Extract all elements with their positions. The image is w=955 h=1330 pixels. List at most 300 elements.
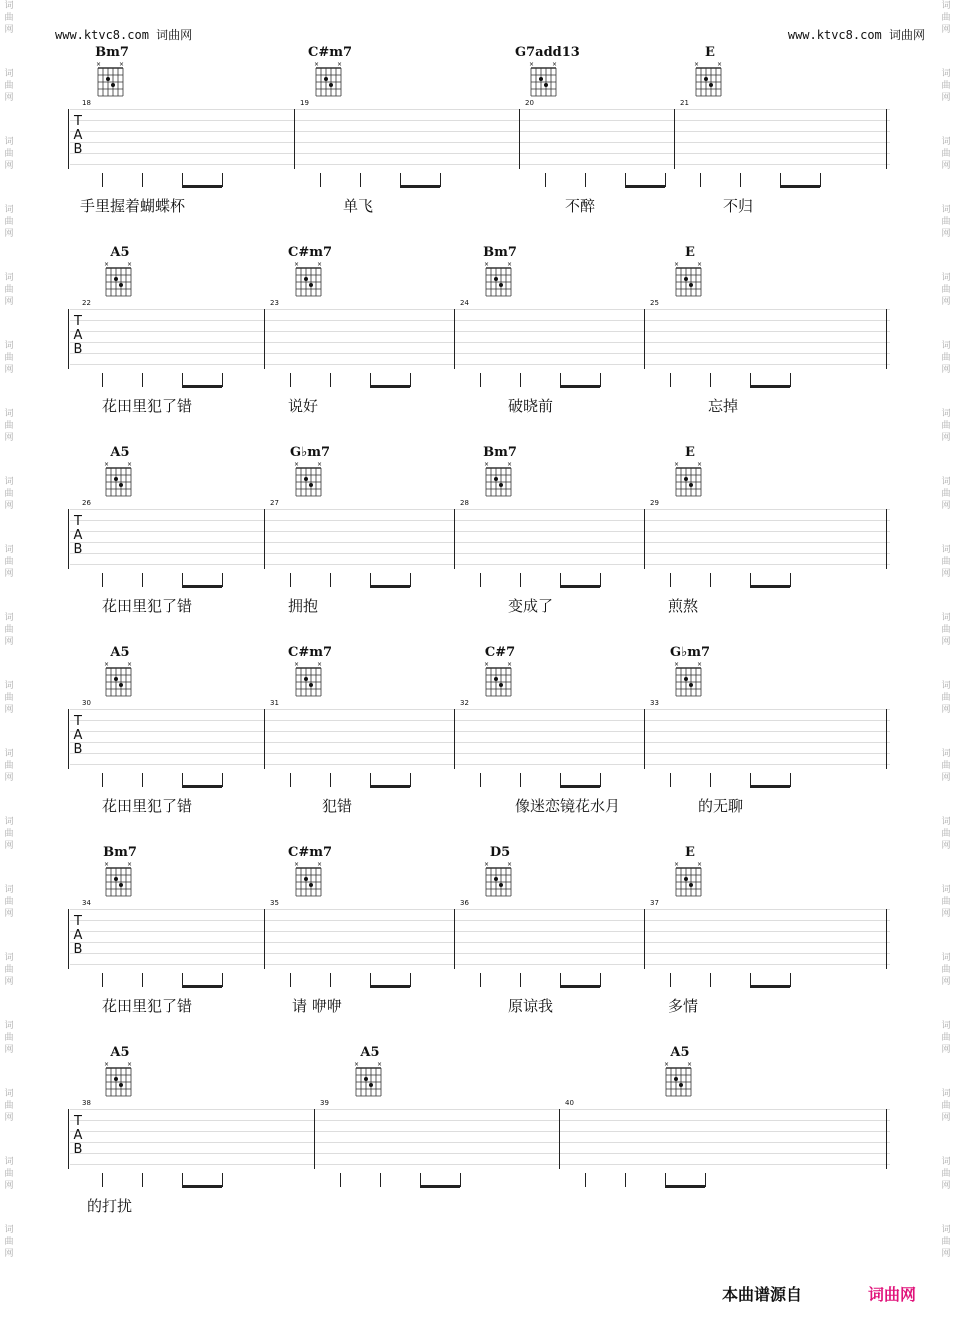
chord-name: A5 (110, 645, 130, 660)
chord-grid (280, 460, 340, 500)
chord-name: E (685, 245, 695, 260)
watermark-char: 词 (4, 885, 14, 895)
measure-number: 24 (460, 299, 469, 307)
svg-text:×: × (337, 61, 343, 68)
svg-text:×: × (96, 61, 102, 68)
tab-string-line (70, 342, 890, 343)
measure-number: 19 (300, 99, 309, 107)
note-stem (710, 773, 711, 787)
note-stem (710, 373, 711, 387)
svg-text:×: × (104, 261, 110, 268)
note-stem (102, 373, 103, 387)
tab-string-line (70, 364, 890, 365)
chord-name: Bm7 (483, 445, 517, 460)
measure-number: 31 (270, 699, 279, 707)
chord-grid (470, 260, 530, 300)
barline (886, 109, 887, 169)
watermark-char: 曲 (941, 489, 951, 499)
watermark-char: 网 (4, 229, 14, 239)
tab-clef (72, 915, 84, 957)
tab-clef (72, 315, 84, 357)
chord-name: Bm7 (483, 245, 517, 260)
watermark-char: 网 (941, 1249, 951, 1259)
note-stem (222, 973, 223, 987)
watermark-char: 词 (4, 817, 14, 827)
watermark-char: 曲 (4, 353, 14, 363)
barline (886, 509, 887, 569)
chord-name: C#m7 (307, 45, 353, 60)
note-stem (330, 573, 331, 587)
tab-staff (70, 109, 890, 169)
svg-text:×: × (694, 61, 700, 68)
watermark-char: 网 (4, 25, 14, 35)
watermark-char: 曲 (941, 965, 951, 975)
note-stem (670, 573, 671, 587)
svg-text:×: × (127, 661, 133, 668)
watermark-char: 曲 (4, 421, 14, 431)
chord-diagram (680, 45, 740, 104)
note-stem (102, 173, 103, 187)
barline (264, 509, 265, 569)
tab-clef-letter: A (73, 728, 83, 743)
watermark-char: 词 (941, 205, 951, 215)
svg-text:×: × (507, 661, 513, 668)
note-beam (182, 385, 222, 388)
note-stem (340, 1173, 341, 1187)
watermark-char: 词 (4, 681, 14, 691)
note-stem (820, 173, 821, 187)
svg-text:×: × (317, 661, 323, 668)
measure-number: 21 (680, 99, 689, 107)
watermark-char: 词 (941, 341, 951, 351)
chord-diagram (90, 445, 150, 504)
note-stem (670, 773, 671, 787)
lyric-text: 花田里犯了错 (102, 597, 193, 615)
note-beam (560, 385, 600, 388)
svg-text:×: × (697, 261, 703, 268)
chord-name: Bm7 (103, 845, 137, 860)
tab-string-line (70, 331, 890, 332)
svg-text:×: × (697, 461, 703, 468)
tab-clef-letter: A (73, 928, 83, 943)
lyric-text: 原谅我 (508, 997, 554, 1015)
tab-system (60, 845, 890, 1045)
chord-name: A5 (360, 1045, 380, 1060)
watermark-char: 网 (941, 93, 951, 103)
note-stem (670, 973, 671, 987)
note-stem (440, 173, 441, 187)
watermark-char: 曲 (941, 1101, 951, 1111)
chord-grid (90, 660, 150, 700)
note-stem (600, 973, 601, 987)
measure-number: 36 (460, 899, 469, 907)
note-beam (370, 985, 410, 988)
svg-text:×: × (717, 61, 723, 68)
note-stem (480, 773, 481, 787)
note-beam (560, 985, 600, 988)
note-stem (290, 773, 291, 787)
tab-string-line (70, 120, 890, 121)
tab-system (60, 445, 890, 645)
watermark-char: 词 (941, 137, 951, 147)
lyric-text: 花田里犯了错 (102, 997, 193, 1015)
watermark-char: 网 (4, 501, 14, 511)
lyric-text: 不归 (723, 197, 754, 215)
tab-string-line (70, 131, 890, 132)
svg-text:×: × (674, 661, 680, 668)
watermark-char: 曲 (4, 625, 14, 635)
note-stem (142, 1173, 143, 1187)
chord-name: A5 (670, 1045, 690, 1060)
note-stem (222, 1173, 223, 1187)
svg-text:×: × (119, 61, 125, 68)
svg-text:×: × (552, 61, 558, 68)
watermark-char: 网 (941, 569, 951, 579)
chord-name: C#m7 (287, 845, 333, 860)
measure-number: 23 (270, 299, 279, 307)
watermark-char: 网 (941, 1181, 951, 1191)
chord-grid (340, 1060, 400, 1100)
chord-diagram (660, 845, 720, 904)
svg-text:×: × (104, 461, 110, 468)
chord-diagram (470, 645, 530, 704)
lyric-text: 犯错 (322, 797, 353, 815)
tab-string-line (70, 320, 890, 321)
note-stem (290, 573, 291, 587)
lyric-text: 的打扰 (87, 1197, 133, 1215)
watermark-char: 词 (941, 1157, 951, 1167)
note-stem (545, 173, 546, 187)
chord-diagram (90, 645, 150, 704)
measure-number: 20 (525, 99, 534, 107)
svg-text:×: × (664, 1061, 670, 1068)
chord-name: G7add13 (515, 45, 580, 60)
svg-text:×: × (674, 461, 680, 468)
footer-brand: 词曲网 (868, 1285, 917, 1304)
chord-diagram (470, 245, 530, 304)
svg-text:×: × (507, 461, 513, 468)
chord-grid (82, 60, 142, 100)
watermark-char: 曲 (941, 557, 951, 567)
watermark-char: 词 (4, 749, 14, 759)
barline (886, 309, 887, 369)
measure-number: 39 (320, 1099, 329, 1107)
watermark-char: 网 (4, 569, 14, 579)
barline (644, 909, 645, 969)
watermark-char: 词 (941, 545, 951, 555)
chord-name: Bm7 (95, 45, 129, 60)
lyric-text: 请 咿咿 (292, 997, 342, 1015)
watermark-char: 词 (4, 1021, 14, 1031)
chord-name: A5 (110, 245, 130, 260)
watermark-char: 词 (4, 341, 14, 351)
watermark-char: 网 (941, 229, 951, 239)
chord-diagram (90, 1045, 150, 1104)
tab-system (60, 45, 890, 245)
watermark-char: 词 (4, 477, 14, 487)
barline (454, 909, 455, 969)
svg-text:×: × (674, 861, 680, 868)
tab-string-line (70, 764, 890, 765)
chord-grid (300, 60, 360, 100)
svg-text:×: × (294, 661, 300, 668)
chord-grid (680, 60, 740, 100)
svg-text:×: × (507, 861, 513, 868)
tab-clef-letter: B (73, 342, 83, 357)
watermark-char: 曲 (4, 557, 14, 567)
tab-string-line (70, 520, 890, 521)
note-stem (670, 373, 671, 387)
svg-text:×: × (294, 261, 300, 268)
note-stem (520, 373, 521, 387)
svg-text:×: × (484, 461, 490, 468)
tab-clef-letter: B (73, 142, 83, 157)
tab-string-line (70, 353, 890, 354)
svg-text:×: × (484, 661, 490, 668)
watermark-char: 词 (941, 477, 951, 487)
watermark-char: 网 (941, 841, 951, 851)
tab-staff (70, 1109, 890, 1169)
note-stem (142, 173, 143, 187)
watermark-char: 曲 (4, 693, 14, 703)
chord-grid (660, 260, 720, 300)
barline (314, 1109, 315, 1169)
lyric-text: 花田里犯了错 (102, 397, 193, 415)
note-stem (410, 373, 411, 387)
chord-grid (650, 1060, 710, 1100)
watermark-char: 网 (4, 1113, 14, 1123)
watermark-char: 词 (4, 613, 14, 623)
tab-string-line (70, 1142, 890, 1143)
watermark-char: 曲 (4, 761, 14, 771)
measure-number: 30 (82, 699, 91, 707)
note-stem (705, 1173, 706, 1187)
tab-string-line (70, 942, 890, 943)
note-stem (520, 773, 521, 787)
watermark-char: 词 (4, 273, 14, 283)
note-beam (560, 585, 600, 588)
watermark-char: 词 (941, 409, 951, 419)
tab-clef-letter: B (73, 542, 83, 557)
watermark-char: 词 (4, 205, 14, 215)
lyric-text: 拥抱 (288, 597, 319, 615)
lyric-text: 忘掉 (708, 397, 739, 415)
watermark-char: 网 (4, 161, 14, 171)
watermark-char: 词 (941, 817, 951, 827)
note-stem (410, 573, 411, 587)
watermark-char: 曲 (4, 13, 14, 23)
watermark-char: 网 (4, 841, 14, 851)
watermark-char: 网 (941, 161, 951, 171)
tab-string-line (70, 720, 890, 721)
chord-diagram (470, 845, 530, 904)
measure-number: 18 (82, 99, 91, 107)
watermark-char: 网 (4, 1045, 14, 1055)
note-beam (420, 1185, 460, 1188)
watermark-char: 曲 (4, 81, 14, 91)
watermark-char: 网 (4, 1249, 14, 1259)
note-stem (380, 1173, 381, 1187)
tab-string-line (70, 953, 890, 954)
barline (68, 309, 69, 369)
chord-name: A5 (110, 1045, 130, 1060)
tab-clef-letter: T (74, 714, 82, 729)
watermark-char: 网 (4, 433, 14, 443)
note-stem (222, 773, 223, 787)
barline (68, 509, 69, 569)
chord-diagram (300, 45, 360, 104)
note-stem (480, 373, 481, 387)
watermark-char: 曲 (4, 1237, 14, 1247)
lyric-text: 多情 (668, 997, 699, 1015)
note-beam (665, 1185, 705, 1188)
svg-text:×: × (317, 461, 323, 468)
note-beam (182, 585, 222, 588)
watermark-char: 词 (4, 545, 14, 555)
note-stem (222, 573, 223, 587)
tab-string-line (70, 553, 890, 554)
lyric-text: 不醉 (565, 197, 596, 215)
lyric-text: 说好 (288, 397, 319, 415)
tab-system (60, 1045, 890, 1245)
note-stem (330, 773, 331, 787)
tab-string-line (70, 109, 890, 110)
svg-text:×: × (484, 261, 490, 268)
tab-string-line (70, 309, 890, 310)
note-beam (400, 185, 440, 188)
chord-grid (280, 660, 340, 700)
measure-number: 33 (650, 699, 659, 707)
tab-string-line (70, 909, 890, 910)
note-stem (625, 1173, 626, 1187)
note-stem (585, 1173, 586, 1187)
svg-text:×: × (314, 61, 320, 68)
watermark-char: 曲 (941, 1169, 951, 1179)
chord-name: G♭m7 (669, 645, 711, 660)
header-site-left: www.ktvc8.com 词曲网 (55, 28, 193, 42)
tab-staff (70, 909, 890, 969)
note-stem (102, 573, 103, 587)
measure-number: 37 (650, 899, 659, 907)
watermark-char: 网 (941, 773, 951, 783)
chord-name: D5 (489, 845, 511, 860)
tab-clef-letter: A (73, 528, 83, 543)
watermark-char: 曲 (4, 1169, 14, 1179)
watermark-char: 网 (941, 1113, 951, 1123)
chord-grid (515, 60, 575, 100)
chord-grid (470, 660, 530, 700)
chord-diagram (90, 245, 150, 304)
note-beam (182, 985, 222, 988)
chord-name: C#m7 (287, 645, 333, 660)
watermark-char: 曲 (4, 149, 14, 159)
svg-text:×: × (484, 861, 490, 868)
note-stem (102, 773, 103, 787)
side-watermark-right (939, 0, 953, 1330)
chord-grid (90, 1060, 150, 1100)
svg-text:×: × (127, 261, 133, 268)
chord-diagram (470, 445, 530, 504)
tab-string-line (70, 542, 890, 543)
chord-diagram (90, 845, 150, 904)
tab-string-line (70, 753, 890, 754)
measure-number: 22 (82, 299, 91, 307)
watermark-char: 词 (941, 749, 951, 759)
watermark-char: 词 (4, 1225, 14, 1235)
note-stem (600, 373, 601, 387)
chord-diagram (660, 445, 720, 504)
tab-system (60, 245, 890, 445)
watermark-char: 曲 (4, 489, 14, 499)
watermark-char: 网 (4, 637, 14, 647)
chord-grid (660, 660, 720, 700)
watermark-char: 词 (941, 69, 951, 79)
barline (644, 509, 645, 569)
tab-clef (72, 515, 84, 557)
note-stem (790, 373, 791, 387)
barline (886, 1109, 887, 1169)
watermark-char: 曲 (941, 217, 951, 227)
measure-number: 40 (565, 1099, 574, 1107)
chord-grid (660, 460, 720, 500)
note-stem (710, 973, 711, 987)
svg-text:×: × (697, 661, 703, 668)
tab-string-line (70, 142, 890, 143)
svg-text:×: × (104, 1061, 110, 1068)
lyric-text: 破晓前 (508, 397, 554, 415)
watermark-char: 网 (4, 297, 14, 307)
tab-string-line (70, 1153, 890, 1154)
chord-name: E (705, 45, 715, 60)
svg-text:×: × (294, 861, 300, 868)
chord-grid (280, 860, 340, 900)
note-stem (480, 573, 481, 587)
note-stem (290, 373, 291, 387)
watermark-char: 网 (941, 501, 951, 511)
note-beam (780, 185, 820, 188)
barline (644, 709, 645, 769)
note-stem (665, 173, 666, 187)
tab-string-line (70, 920, 890, 921)
barline (674, 109, 675, 169)
note-stem (600, 573, 601, 587)
barline (454, 709, 455, 769)
tab-clef-letter: A (73, 1128, 83, 1143)
footer-source-label: 本曲谱源自 (722, 1285, 803, 1304)
watermark-char: 词 (4, 69, 14, 79)
chord-name: C#7 (484, 645, 516, 660)
svg-text:×: × (104, 861, 110, 868)
watermark-char: 网 (941, 365, 951, 375)
chord-name: C#m7 (287, 245, 333, 260)
note-stem (585, 173, 586, 187)
measure-number: 28 (460, 499, 469, 507)
watermark-char: 词 (941, 1, 951, 11)
watermark-char: 词 (4, 409, 14, 419)
svg-text:×: × (377, 1061, 383, 1068)
note-beam (370, 385, 410, 388)
chord-name: G♭m7 (289, 445, 331, 460)
watermark-char: 网 (941, 909, 951, 919)
svg-text:×: × (127, 1061, 133, 1068)
watermark-char: 网 (941, 977, 951, 987)
tab-staff (70, 309, 890, 369)
note-stem (320, 173, 321, 187)
chord-name: E (685, 845, 695, 860)
watermark-char: 词 (941, 613, 951, 623)
tab-string-line (70, 964, 890, 965)
watermark-char: 词 (4, 1089, 14, 1099)
